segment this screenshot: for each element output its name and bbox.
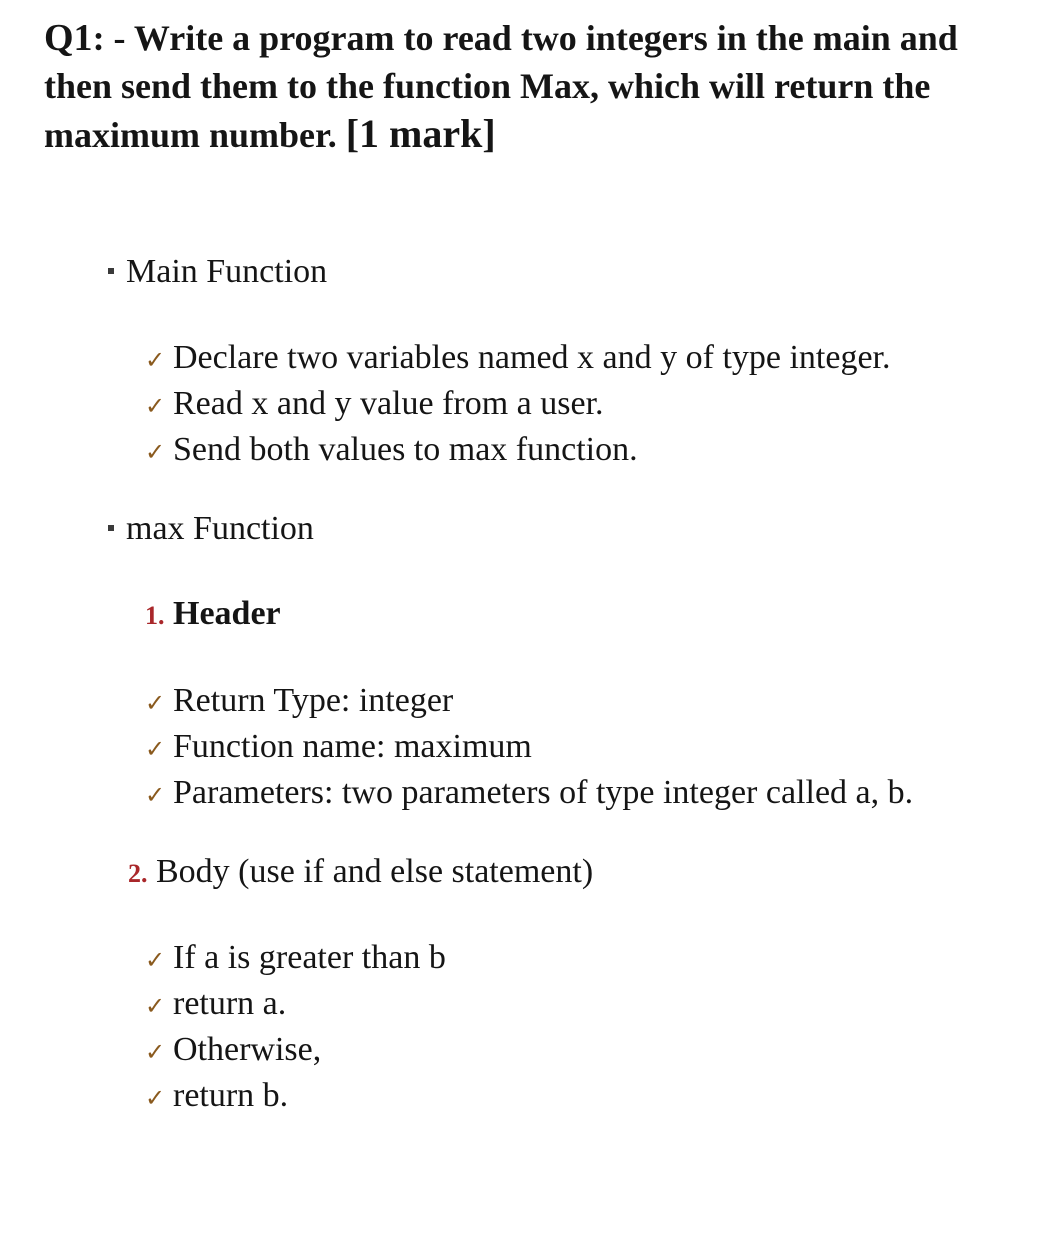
list-item	[145, 771, 913, 817]
checkmark-icon: ✓	[145, 1084, 166, 1112]
list-item	[145, 382, 891, 428]
list-item-text: Otherwise,	[173, 1031, 322, 1068]
checkmark-icon: ✓	[145, 946, 166, 974]
list-item-text: Return Type: integer	[173, 682, 454, 719]
list-item	[145, 1074, 446, 1120]
question-prompt: : - Write a program to read two integers in the main and then send them to the function Max, which will return the maximum number.	[44, 18, 958, 155]
bullet-icon	[108, 525, 114, 531]
checkmark-icon: ✓	[145, 781, 166, 809]
list-item-text: return b.	[173, 1077, 289, 1114]
main-function-title-text: Main Function	[126, 253, 328, 290]
list-item-text: Declare two variables named x and y of type integer.	[173, 339, 891, 376]
list-item-text: Function name: maximum	[173, 728, 532, 765]
main-function-list	[145, 336, 891, 474]
list-item-text: return a.	[173, 985, 287, 1022]
list-item	[145, 1028, 446, 1074]
list-item	[145, 725, 913, 771]
checkmark-icon: ✓	[145, 438, 166, 466]
list-item	[145, 336, 891, 382]
list-item	[145, 679, 913, 725]
list-item-text: If a is greater than b	[173, 939, 446, 976]
checkmark-icon: ✓	[145, 735, 166, 763]
list-item	[145, 982, 446, 1028]
checkmark-icon: ✓	[145, 392, 166, 420]
header-number: 1.	[145, 601, 165, 630]
checkmark-icon: ✓	[145, 992, 166, 1020]
body-number: 2.	[128, 859, 148, 888]
question-text	[44, 14, 1004, 159]
checkmark-icon: ✓	[145, 346, 166, 374]
header-list	[145, 679, 913, 817]
question-marks: [1 mark]	[345, 111, 496, 156]
body-heading	[128, 852, 593, 894]
bullet-icon	[108, 268, 114, 274]
header-label: Header	[173, 595, 281, 632]
body-list	[145, 936, 446, 1120]
list-item-text: Read x and y value from a user.	[173, 385, 604, 422]
checkmark-icon: ✓	[145, 1038, 166, 1066]
list-item	[145, 936, 446, 982]
question-number: Q1	[44, 17, 93, 59]
list-item	[145, 428, 891, 474]
list-item-text: Send both values to max function.	[173, 431, 638, 468]
max-function-title	[108, 509, 314, 549]
max-function-title-text: max Function	[126, 510, 314, 547]
main-function-title	[108, 252, 327, 292]
header-heading	[145, 594, 281, 636]
checkmark-icon: ✓	[145, 689, 166, 717]
list-item-text: Parameters: two parameters of type integer called a, b.	[173, 774, 914, 811]
body-label: Body (use if and else statement)	[156, 853, 594, 890]
